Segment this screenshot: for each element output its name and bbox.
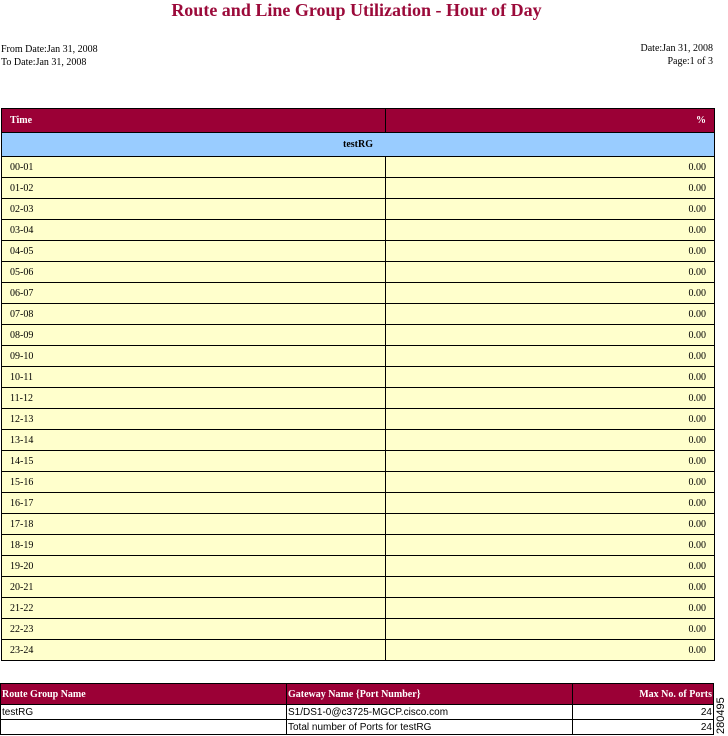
time-cell: 13-14 xyxy=(2,430,386,451)
max-ports-cell: 24 xyxy=(573,705,714,720)
report-info xyxy=(641,42,714,68)
percent-cell: 0.00 xyxy=(386,514,715,535)
time-cell: 12-13 xyxy=(2,409,386,430)
percent-cell: 0.00 xyxy=(386,325,715,346)
percent-cell: 0.00 xyxy=(386,556,715,577)
time-cell: 17-18 xyxy=(2,514,386,535)
gateway-column-header: Gateway Name {Port Number} xyxy=(287,684,573,705)
table-row xyxy=(2,535,715,556)
percent-cell: 0.00 xyxy=(386,535,715,556)
ports-table xyxy=(0,683,714,735)
time-cell: 20-21 xyxy=(2,577,386,598)
table-row xyxy=(2,493,715,514)
time-cell: 10-11 xyxy=(2,367,386,388)
table-row xyxy=(2,178,715,199)
time-cell: 02-03 xyxy=(2,199,386,220)
table-row xyxy=(2,556,715,577)
route-group-cell xyxy=(1,720,287,735)
percent-cell: 0.00 xyxy=(386,451,715,472)
time-cell: 15-16 xyxy=(2,472,386,493)
date-range xyxy=(1,43,98,69)
group-row xyxy=(2,133,715,157)
table-row xyxy=(2,157,715,178)
max-ports-column-header: Max No. of Ports xyxy=(573,684,714,705)
table-row xyxy=(2,514,715,535)
time-cell: 09-10 xyxy=(2,346,386,367)
time-cell: 07-08 xyxy=(2,304,386,325)
table-row xyxy=(2,367,715,388)
table-row xyxy=(2,388,715,409)
table-row xyxy=(2,577,715,598)
time-cell: 01-02 xyxy=(2,178,386,199)
utilization-header-row xyxy=(2,109,715,133)
time-cell: 11-12 xyxy=(2,388,386,409)
table-row xyxy=(2,619,715,640)
report-date: Date:Jan 31, 2008 xyxy=(640,43,713,54)
table-row xyxy=(1,705,714,720)
time-cell: 04-05 xyxy=(2,241,386,262)
percent-cell: 0.00 xyxy=(386,367,715,388)
percent-cell: 0.00 xyxy=(386,640,715,661)
route-group-column-header: Route Group Name xyxy=(1,684,287,705)
gateway-cell: Total number of Ports for testRG xyxy=(287,720,573,735)
page-number: Page:1 of 3 xyxy=(667,56,713,67)
percent-cell: 0.00 xyxy=(386,472,715,493)
percent-cell: 0.00 xyxy=(386,262,715,283)
time-cell: 23-24 xyxy=(2,640,386,661)
table-row xyxy=(2,262,715,283)
report-title: Route and Line Group Utilization - Hour of Day xyxy=(171,0,542,20)
route-group-cell: testRG xyxy=(1,705,287,720)
percent-cell: 0.00 xyxy=(386,283,715,304)
time-cell: 00-01 xyxy=(2,157,386,178)
percent-cell: 0.00 xyxy=(386,241,715,262)
table-row xyxy=(2,241,715,262)
percent-cell: 0.00 xyxy=(386,199,715,220)
percent-cell: 0.00 xyxy=(386,493,715,514)
table-row xyxy=(2,598,715,619)
time-cell: 08-09 xyxy=(2,325,386,346)
table-row xyxy=(2,640,715,661)
time-cell: 05-06 xyxy=(2,262,386,283)
percent-cell: 0.00 xyxy=(386,577,715,598)
time-cell: 06-07 xyxy=(2,283,386,304)
percent-cell: 0.00 xyxy=(386,430,715,451)
table-row xyxy=(2,325,715,346)
table-row xyxy=(2,304,715,325)
percent-cell: 0.00 xyxy=(386,157,715,178)
time-cell: 16-17 xyxy=(2,493,386,514)
table-row xyxy=(2,283,715,304)
figure-id: 280495 xyxy=(715,697,727,735)
time-column-header: Time xyxy=(2,109,386,133)
utilization-table xyxy=(1,108,715,661)
time-cell: 22-23 xyxy=(2,619,386,640)
time-cell: 14-15 xyxy=(2,451,386,472)
table-row xyxy=(1,720,714,735)
percent-cell: 0.00 xyxy=(386,220,715,241)
time-cell: 21-22 xyxy=(2,598,386,619)
time-cell: 19-20 xyxy=(2,556,386,577)
percent-cell: 0.00 xyxy=(386,409,715,430)
table-row xyxy=(2,472,715,493)
group-name: testRG xyxy=(2,133,715,157)
table-row xyxy=(2,430,715,451)
time-cell: 03-04 xyxy=(2,220,386,241)
gateway-cell: S1/DS1-0@c3725-MGCP.cisco.com xyxy=(287,705,573,720)
to-date: To Date:Jan 31, 2008 xyxy=(1,57,87,68)
percent-cell: 0.00 xyxy=(386,598,715,619)
percent-cell: 0.00 xyxy=(386,178,715,199)
table-row xyxy=(2,409,715,430)
percent-cell: 0.00 xyxy=(386,388,715,409)
table-row xyxy=(2,220,715,241)
table-row xyxy=(2,199,715,220)
percent-cell: 0.00 xyxy=(386,346,715,367)
percent-cell: 0.00 xyxy=(386,619,715,640)
ports-header-row xyxy=(1,684,714,705)
table-row xyxy=(2,451,715,472)
percent-cell: 0.00 xyxy=(386,304,715,325)
percent-column-header: % xyxy=(386,109,715,133)
time-cell: 18-19 xyxy=(2,535,386,556)
max-ports-cell: 24 xyxy=(573,720,714,735)
table-row xyxy=(2,346,715,367)
from-date: From Date:Jan 31, 2008 xyxy=(1,44,98,55)
